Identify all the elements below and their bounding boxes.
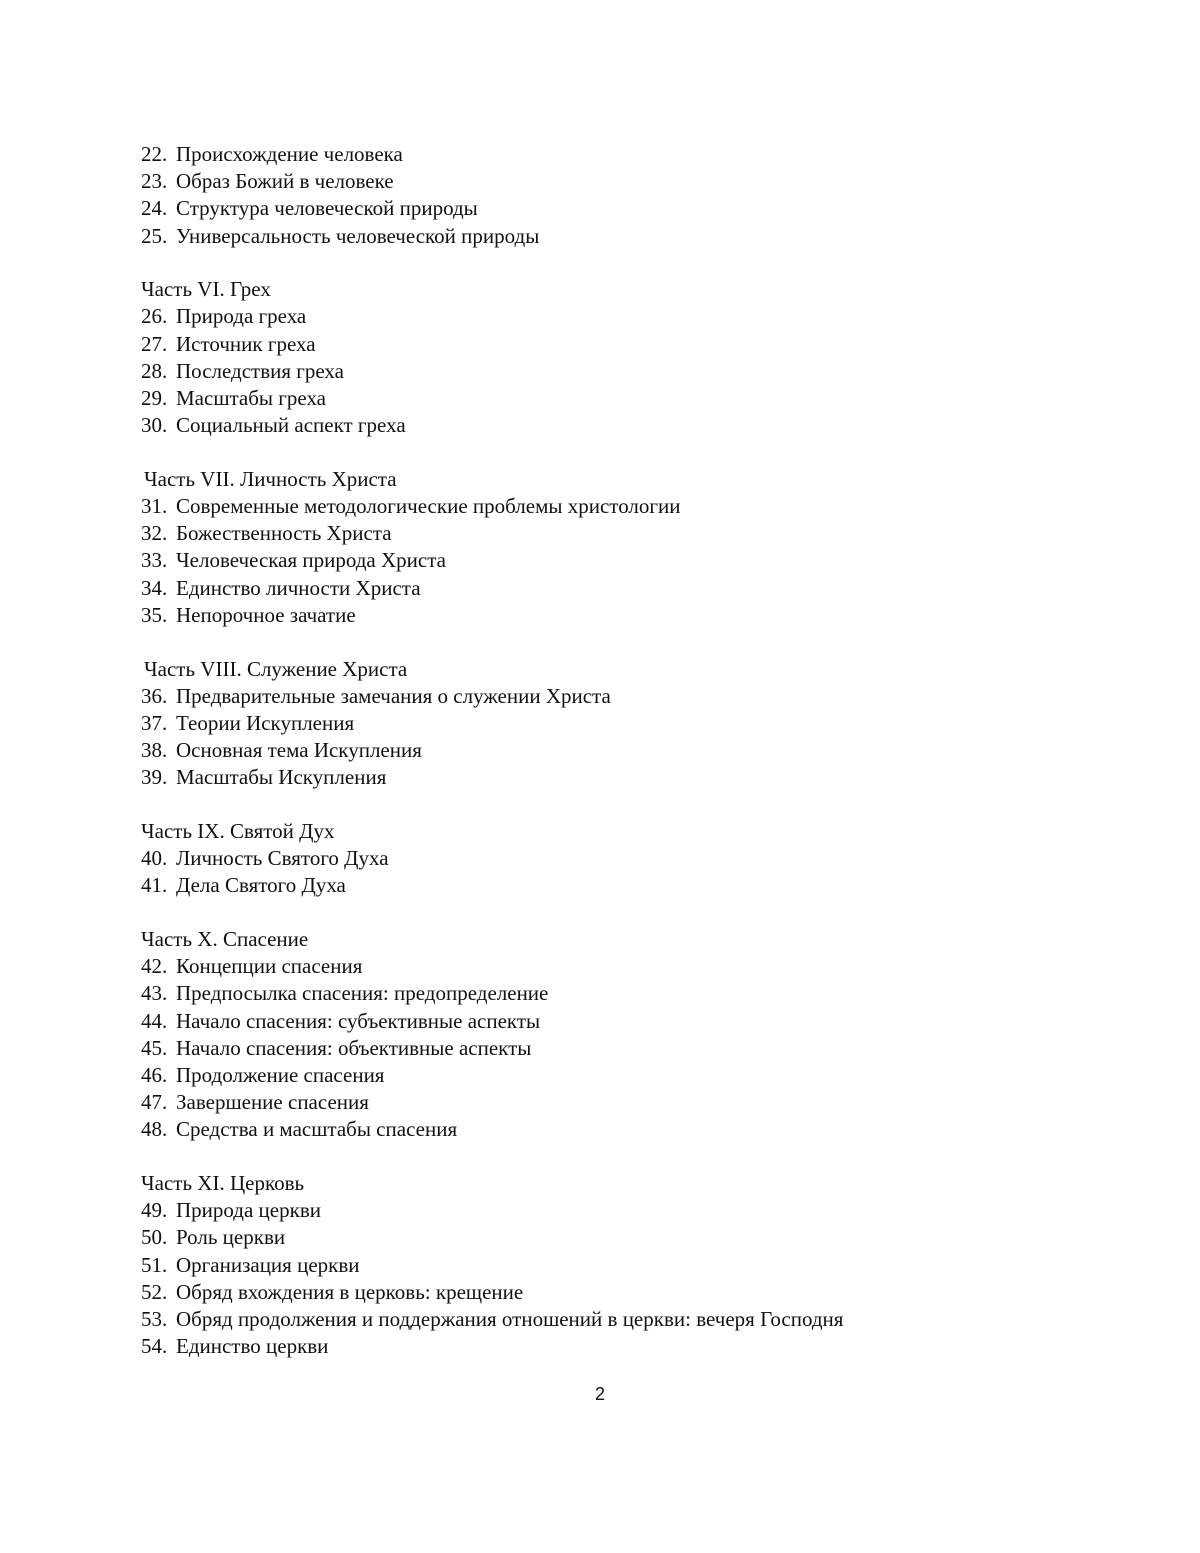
list-item [141,1306,1101,1333]
list-item [141,1035,1101,1062]
item-title: Теории Искупления [176,711,354,735]
item-number: 44. [141,1008,176,1035]
item-title: Начало спасения: субъективные аспекты [176,1009,540,1033]
section-group [141,926,1101,1144]
list-item [141,1197,1101,1224]
item-title: Универсальность человеческой природы [176,224,539,248]
item-title: Организация церкви [176,1253,360,1277]
list-item [141,575,1101,602]
item-title: Последствия греха [176,359,344,383]
list-item [141,385,1101,412]
list-item [141,1333,1101,1360]
list-item [141,412,1101,439]
item-title: Личность Святого Духа [176,846,389,870]
item-title: Обряд продолжения и поддержания отношений в церкви: вечеря Господня [176,1307,843,1331]
item-title: Природа греха [176,304,306,328]
item-title: Структура человеческой природы [176,196,478,220]
list-item [141,1116,1101,1143]
item-title: Дела Святого Духа [176,873,346,897]
item-number: 46. [141,1062,176,1089]
section-group [141,818,1101,900]
item-number: 22. [141,141,176,168]
item-number: 52. [141,1279,176,1306]
item-number: 39. [141,764,176,791]
item-number: 47. [141,1089,176,1116]
page-number: 2 [0,1384,1200,1405]
item-number: 37. [141,710,176,737]
part-heading: Часть XI. Церковь [141,1170,1101,1197]
list-item [141,358,1101,385]
item-number: 24. [141,195,176,222]
item-number: 31. [141,493,176,520]
list-item [141,737,1101,764]
item-title: Природа церкви [176,1198,321,1222]
list-item [141,303,1101,330]
item-number: 51. [141,1252,176,1279]
part-heading: Часть VI. Грех [141,276,1101,303]
list-item [141,1062,1101,1089]
item-title: Концепции спасения [176,954,362,978]
item-number: 33. [141,547,176,574]
list-item [141,223,1101,250]
list-item [141,1089,1101,1116]
list-item [141,168,1101,195]
section-group [141,466,1101,629]
item-number: 48. [141,1116,176,1143]
part-heading: Часть IX. Святой Дух [141,818,1101,845]
list-item [141,1252,1101,1279]
item-title: Источник греха [176,332,316,356]
list-item [141,141,1101,168]
list-item [141,331,1101,358]
item-number: 30. [141,412,176,439]
item-title: Масштабы Искупления [176,765,386,789]
list-item [141,980,1101,1007]
item-number: 35. [141,602,176,629]
item-title: Непорочное зачатие [176,603,356,627]
list-item [141,520,1101,547]
item-number: 28. [141,358,176,385]
list-item [141,1224,1101,1251]
item-number: 26. [141,303,176,330]
item-title: Единство личности Христа [176,576,421,600]
list-item [141,547,1101,574]
list-item [141,683,1101,710]
item-title: Продолжение спасения [176,1063,384,1087]
list-item [141,764,1101,791]
part-heading: Часть VII. Личность Христа [141,466,1101,493]
item-number: 40. [141,845,176,872]
list-item [141,953,1101,980]
section-group [141,1170,1101,1360]
list-item [141,710,1101,737]
list-item [141,195,1101,222]
item-number: 27. [141,331,176,358]
item-title: Человеческая природа Христа [176,548,446,572]
item-number: 23. [141,168,176,195]
table-of-contents [141,141,1101,1360]
list-item [141,602,1101,629]
section-group [141,656,1101,792]
item-number: 38. [141,737,176,764]
item-title: Современные методологические проблемы христологии [176,494,681,518]
list-item [141,1008,1101,1035]
part-heading: Часть X. Спасение [141,926,1101,953]
item-title: Единство церкви [176,1334,328,1358]
item-number: 25. [141,223,176,250]
item-title: Предпосылка спасения: предопределение [176,981,548,1005]
item-title: Основная тема Искупления [176,738,422,762]
item-title: Масштабы греха [176,386,326,410]
item-title: Социальный аспект греха [176,413,406,437]
list-item [141,845,1101,872]
item-number: 45. [141,1035,176,1062]
section-group [141,141,1101,250]
item-number: 34. [141,575,176,602]
item-number: 53. [141,1306,176,1333]
item-title: Средства и масштабы спасения [176,1117,457,1141]
item-title: Образ Божий в человеке [176,169,394,193]
item-title: Происхождение человека [176,142,403,166]
item-title: Начало спасения: объективные аспекты [176,1036,531,1060]
item-number: 50. [141,1224,176,1251]
item-number: 41. [141,872,176,899]
list-item [141,493,1101,520]
list-item [141,872,1101,899]
item-number: 42. [141,953,176,980]
item-number: 29. [141,385,176,412]
part-heading: Часть VIII. Служение Христа [141,656,1101,683]
item-title: Предварительные замечания о служении Христа [176,684,611,708]
item-title: Завершение спасения [176,1090,369,1114]
item-title: Обряд вхождения в церковь: крещение [176,1280,523,1304]
item-title: Роль церкви [176,1225,285,1249]
item-number: 36. [141,683,176,710]
list-item [141,1279,1101,1306]
item-number: 43. [141,980,176,1007]
item-number: 49. [141,1197,176,1224]
item-title: Божественность Христа [176,521,392,545]
item-number: 32. [141,520,176,547]
item-number: 54. [141,1333,176,1360]
section-group [141,276,1101,439]
